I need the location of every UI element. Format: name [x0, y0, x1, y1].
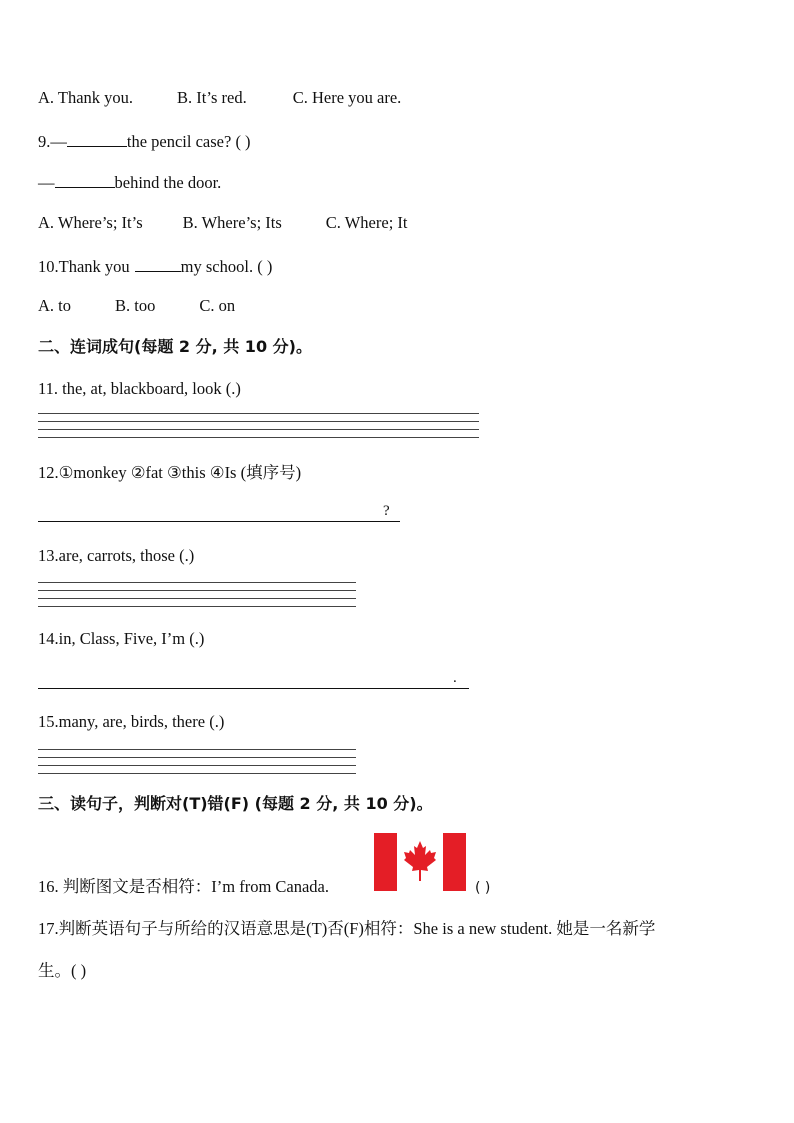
q8-options [38, 88, 401, 108]
q16-answer-paren[interactable]: ( ) [475, 880, 491, 896]
q12-question: 12.①monkey ②fat ③this ④Is (填序号) [38, 463, 302, 482]
section-3-title: 三、读句子，判断对(T)错(F) (每题 2 分, 共 10 分)。 [38, 794, 433, 813]
q8-option-b[interactable]: B. It’s red. [177, 88, 247, 107]
q11-writing-lines[interactable] [38, 413, 479, 438]
q17-question-line-1: 17.判断英语句子与所给的汉语意思是(T)否(F)相符：She is a new student. 她是一名新学 [38, 919, 656, 938]
q10-options [38, 296, 235, 316]
section-2-title: 二、连词成句(每题 2 分, 共 10 分)。 [38, 337, 312, 356]
q9-option-c[interactable]: C. Where; It [325, 213, 408, 232]
q13-question: 13.are, carrots, those (.) [38, 546, 195, 565]
q16-question: 16. 判断图文是否相符：I’m from Canada. [38, 877, 329, 896]
canada-flag-icon [374, 833, 466, 891]
q9-answer-line: — behind the door. [38, 173, 222, 192]
q9-option-b[interactable]: B. Where’s; Its [182, 213, 282, 232]
q10-option-c[interactable]: C. on [199, 296, 236, 315]
q9-option-a[interactable]: A. Where’s; It’s [38, 213, 143, 232]
q9-options [38, 213, 408, 233]
q8-option-a[interactable]: A. Thank you. [38, 88, 134, 107]
q15-writing-lines[interactable] [38, 749, 356, 774]
q14-question: 14.in, Class, Five, I’m (.) [38, 629, 205, 648]
q12-answer-line[interactable] [38, 521, 400, 522]
q10-option-a[interactable]: A. to [38, 296, 71, 315]
q9-blank-2[interactable] [55, 171, 115, 188]
q8-option-c[interactable]: C. Here you are. [292, 88, 402, 107]
q14-period-mark: . [453, 670, 457, 686]
q9-question: 9.— the pencil case? ( ) [38, 132, 251, 151]
q15-question: 15.many, are, birds, there (.) [38, 712, 225, 731]
q10-blank[interactable] [135, 255, 181, 272]
q9-blank-1[interactable] [67, 130, 127, 147]
q17-question-line-2[interactable]: 生。( ) [38, 961, 87, 980]
q14-answer-line[interactable] [38, 688, 469, 689]
q10-question: 10.Thank you my school. ( ) [38, 257, 273, 276]
q10-option-b[interactable]: B. too [115, 296, 156, 315]
q11-question: 11. the, at, blackboard, look (.) [38, 379, 241, 398]
q12-question-mark: ? [383, 503, 390, 519]
q13-writing-lines[interactable] [38, 582, 356, 607]
maple-leaf-icon [403, 839, 437, 885]
